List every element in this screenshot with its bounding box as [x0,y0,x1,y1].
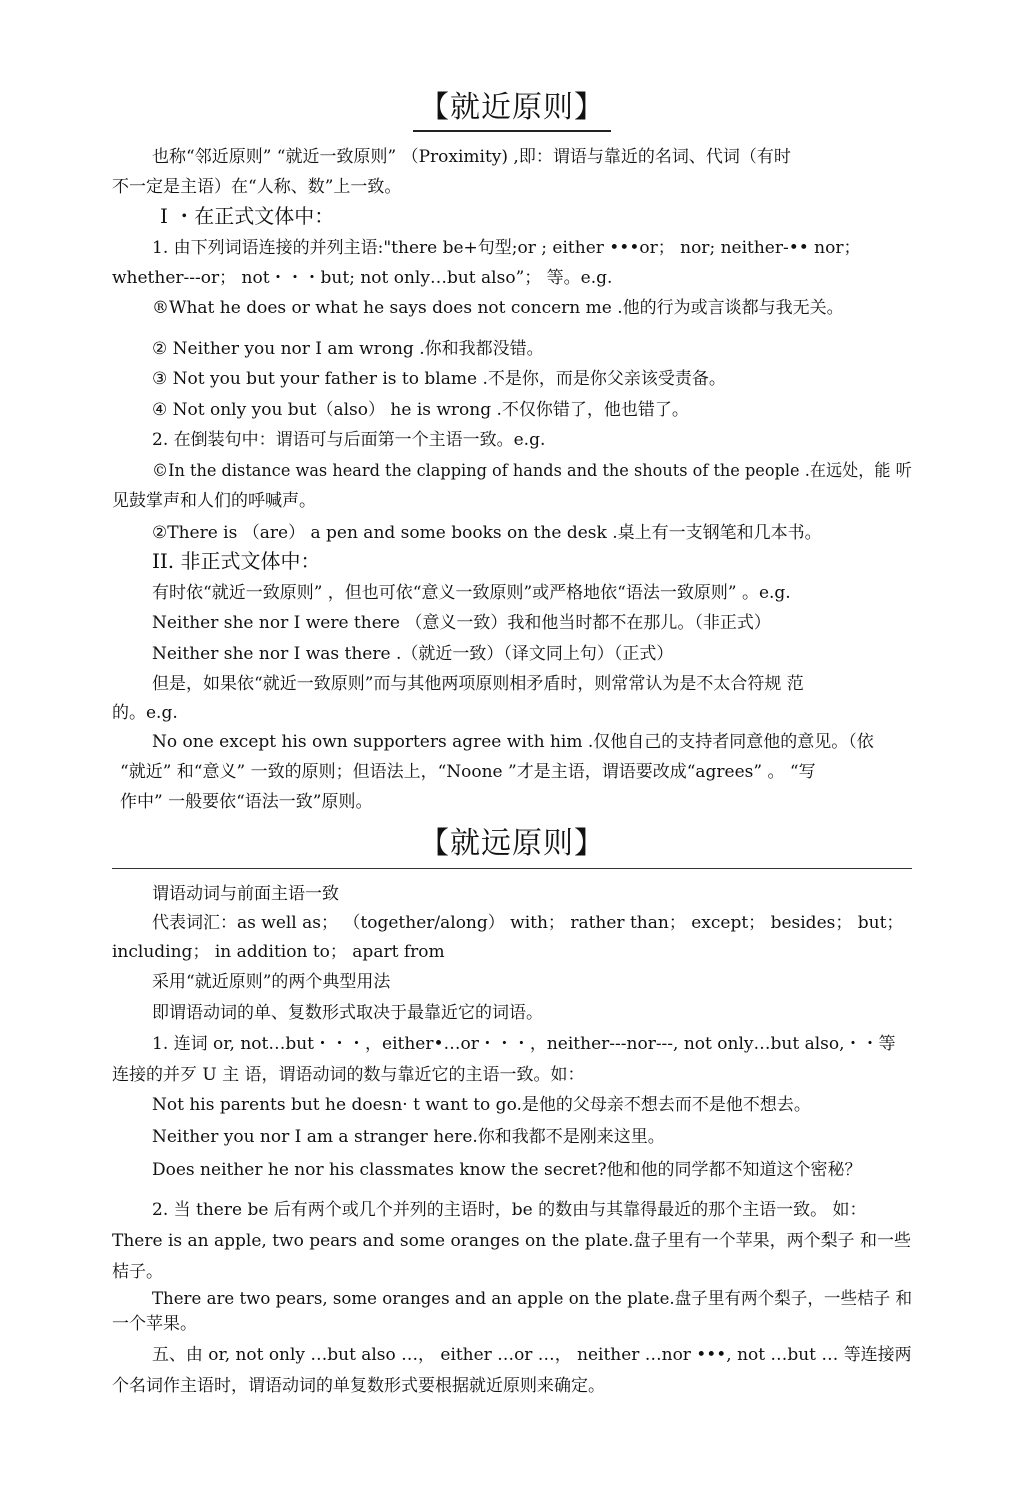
text-line: 代表词汇：as well as； （together/along） with； rather than； except； besides； but； [152,913,904,933]
text-line: 五、由 or, not only …but also …， either …or …， neither …nor •••, not …but … 等连接两 [152,1345,912,1365]
text-line: There are two pears, some oranges and an apple on the plate.盘子里有两个梨子，一些桔子 和 [152,1289,913,1309]
section-divider [112,868,912,869]
text-line: Neither she nor I were there （意义一致）我和他当时都不在那儿。（非正式） [152,613,771,633]
text-line: 不一定是主语）在“人称、数”上一致。 [112,177,402,197]
text-line: No one except his own supporters agree with him .仅他自己的支持者同意他的意见。（依 [152,732,874,752]
text-line: 采用“就近原则”的两个典型用法 [152,972,391,992]
text-line: ®What he does or what he says does not concern me .他的行为或言谈都与我无关。 [152,298,844,318]
text-line: Not his parents but he doesn· t want to go.是他的父母亲不想去而不是他不想去。 [152,1095,811,1115]
text-line: Neither she nor I was there .（就近一致）（译文同上句）（正式） [152,644,674,664]
text-line: 也称“邻近原则” “就近一致原则” （Proximity) ,即：谓语与靠近的名词、代词（有时 [152,147,791,167]
text-line: 桔子。 [112,1262,163,1282]
text-line: 但是，如果依“就近一致原则”而与其他两项原则相矛盾时，则常常认为是不太合符规 范 [152,674,804,694]
text-line: whether---or； not・・・but; not only…but also”； 等。e.g. [112,268,613,288]
text-line: 有时依“就近一致原则” ，但也可依“意义一致原则”或严格地依“语法一致原则” 。e.g. [152,583,791,603]
text-line: ③ Not you but your father is to blame .不是你，而是你父亲该受责备。 [152,369,726,389]
text-line: 见鼓掌声和人们的呼喊声。 [112,491,316,511]
text-line: ④ Not only you but（also） he is wrong .不仅你错了，他也错了。 [152,400,689,420]
text-line: including； in addition to； apart from [112,942,445,962]
subsection-heading: I ・在正式文体中： [160,204,335,228]
text-line: 的。e.g. [112,703,178,723]
text-line: 谓语动词与前面主语一致 [152,884,339,904]
text-line: 1. 由下列词语连接的并列主语:"there be+句型;or ; either •••or； nor; neither-•• nor； [152,238,861,258]
text-line: ②There is （are） a pen and some books on the desk .桌上有一支钢笔和几本书。 [152,523,822,543]
text-line: 1. 连词 or, not…but・・・，either•…or・・・，neither---nor---, not only…but also,・・等 [152,1034,896,1054]
text-line: 一个苹果。 [112,1314,197,1334]
text-line: 2. 在倒装句中：谓语可与后面第一个主语一致。e.g. [152,430,546,450]
section-title-proximity: 【就近原则】 [0,88,1024,132]
text-line: 连接的并歹 U 主 语，谓语动词的数与靠近它的主语一致。如： [112,1065,585,1085]
text-line: ② Neither you nor I am wrong .你和我都没错。 [152,339,544,359]
text-line: There is an apple, two pears and some oranges on the plate.盘子里有一个苹果，两个梨子 和一些 [112,1231,911,1251]
text-line: 作中” 一般要依“语法一致”原则。 [120,792,373,812]
text-line: Does neither he nor his classmates know the secret?他和他的同学都不知道这个密秘？ [152,1160,862,1180]
text-line: 个名词作主语时，谓语动词的单复数形式要根据就近原则来确定。 [112,1376,605,1396]
subsection-heading: II. 非正式文体中： [152,549,321,573]
text-line: “就近” 和“意义” 一致的原则；但语法上，“Noone ”才是主语，谓语要改成“agrees” 。 “写 [120,762,816,782]
text-line: Neither you nor I am a stranger here.你和我都不是刚来这里。 [152,1127,665,1147]
text-line: 2. 当 there be 后有两个或几个并列的主语时，be 的数由与其靠得最近的那个主语一致。 如： [152,1200,867,1220]
section-title-distance: 【就远原则】 [419,826,605,861]
text-line: ©In the distance was heard the clapping of hands and the shouts of the people .在远处，能 听 [152,461,912,481]
text-line: 即谓语动词的单、复数形式取决于最靠近它的词语。 [152,1003,543,1023]
